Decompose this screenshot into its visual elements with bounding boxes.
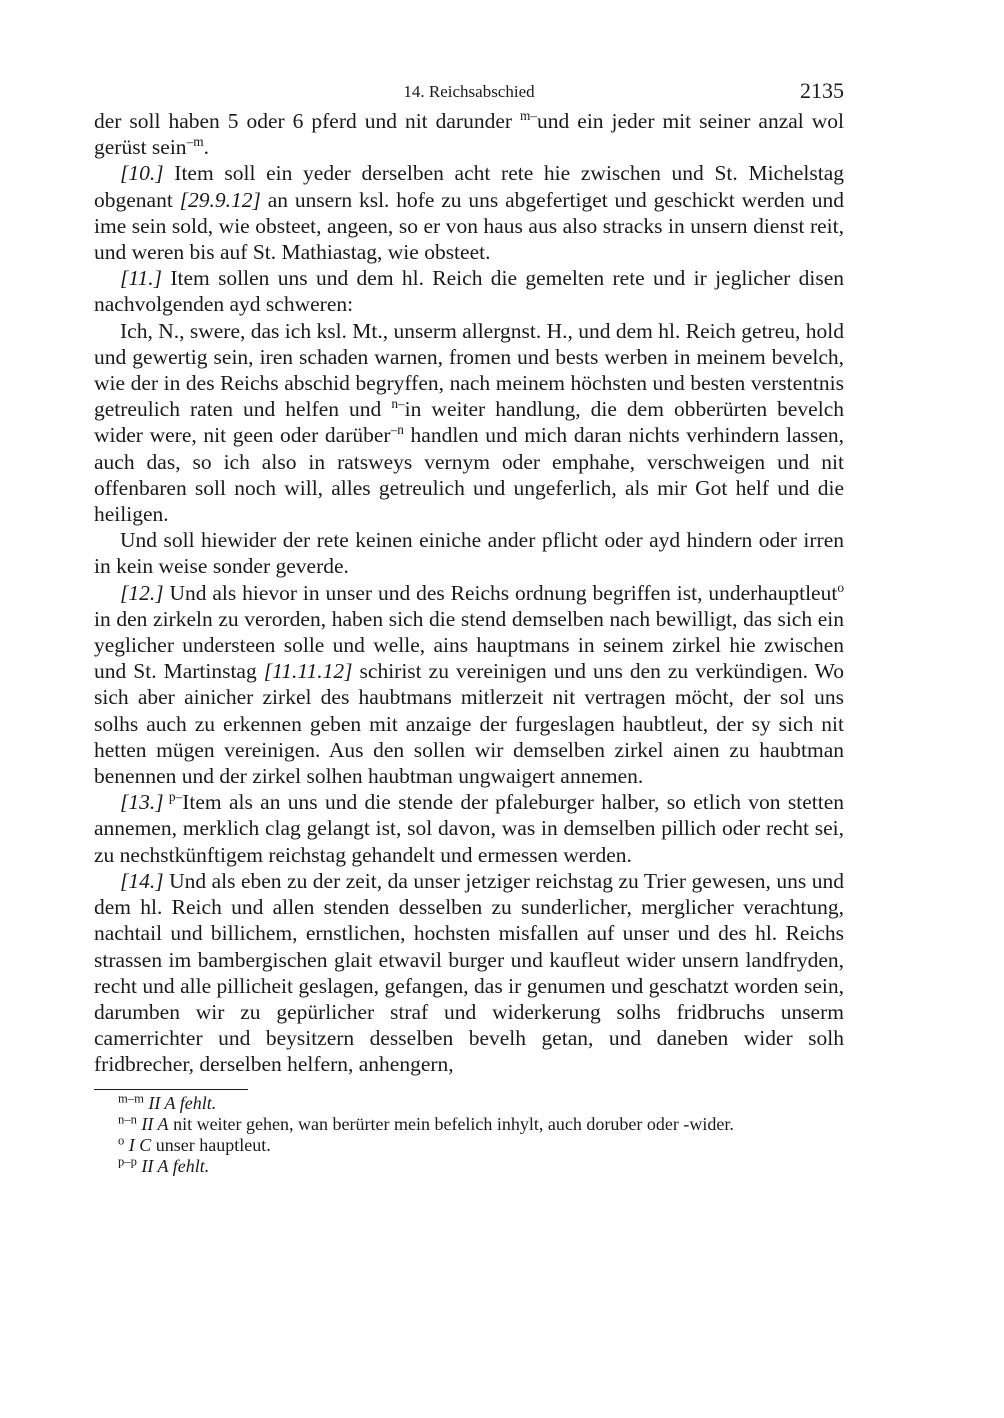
page-number: 2135 — [800, 78, 844, 103]
text-run: schirist zu vereinigen und uns den zu verkündigen. Wo sich aber ainicher zirkel des haubtmans mitlerzeit nit vertragen möcht, der sol uns solhs auch zu erkennen geben mit anzaige der furgeslagen haubtleut, der sy sich nit hetten mügen vereinigen. Aus den sollen wir demselben zirkel ainen zu haubtman benennen und der zirkel solhen haubtman ungwaigert annemen. — [94, 659, 844, 789]
footnote-divider — [94, 1089, 248, 1090]
text-run: . — [203, 135, 209, 160]
footnote-text: II A fehlt. — [148, 1092, 217, 1113]
footnote-text: nit weiter gehen, wan berürter mein befelich inhylt, auch doruber oder -wider. — [168, 1113, 734, 1134]
paragraph-number: [10.] — [120, 161, 164, 186]
variant-marker: –m — [186, 133, 204, 149]
footnote-siglum: II A — [141, 1113, 169, 1134]
paragraph-11 — [94, 265, 844, 317]
paragraph-number: [11.] — [120, 266, 163, 291]
footnotes — [94, 1093, 844, 1177]
paragraph-10 — [94, 160, 844, 265]
footnote-marker: p–p — [118, 1154, 137, 1169]
paragraph-number: [14.] — [120, 868, 164, 893]
date-annotation: [11.11.12] — [263, 659, 353, 684]
variant-marker: o — [837, 579, 844, 595]
paragraph-12 — [94, 580, 844, 790]
footnote-marker: o — [118, 1133, 125, 1148]
footnote-siglum: I C — [128, 1134, 152, 1155]
text-run: handlen und mich daran nichts verhindern lassen, auch das, so ich also in ratsweys vernym oder emphahe, verschweigen und nit offenbaren soll noch will, alles getreulich und ungeferlich, als mir Got helf und die heiligen. — [94, 423, 844, 527]
footnote-o — [94, 1135, 844, 1156]
paragraph-number: [13.] — [120, 790, 164, 815]
variant-marker: m– — [520, 107, 538, 123]
text-run: Item sollen uns und dem hl. Reich die gemelten rete und ir jeglicher disen nachvolgenden ayd schweren: — [94, 266, 844, 317]
text-run: in den zirkeln zu verorden, haben sich die stend demselben nach bewilligt, das sich ein yeglicher understeen solle und welle, ains hauptmans in seinem zirkel hie zwischen und St. Martinstag — [94, 606, 844, 684]
date-annotation: [29.9.12] — [179, 187, 261, 212]
body-text — [94, 108, 844, 1078]
text-run: der soll haben 5 oder 6 pferd und nit darunder — [94, 109, 521, 133]
paragraph-14 — [94, 868, 844, 1078]
running-title: 14. Reichsabschied — [403, 82, 535, 101]
running-header — [94, 70, 844, 108]
footnote-marker: m–m — [118, 1091, 144, 1106]
paragraph-13 — [94, 789, 844, 868]
document-page — [94, 70, 844, 1177]
text-run: in weiter handlung, die dem obberürten bevelch wider were, nit geen oder darüber — [94, 397, 844, 448]
text-run: Ich, N., swere, das ich ksl. Mt., unserm allergnst. H., und dem hl. Reich getreu, hold und gewertig sein, iren schaden warnen, fromen und bests werben in meinem bevelch, wie der in des Reichs abschid begryffen, nach meinem höchsten und besten verstentnis getreulich raten und helfen und — [94, 318, 844, 422]
text-run: Und soll hiewider der rete keinen einiche ander pflicht oder ayd hindern oder irren in kein weise sonder geverde. — [94, 528, 844, 579]
paragraph-number: [12.] — [120, 580, 164, 605]
text-run: Item soll ein yeder derselben acht rete hie zwischen und St. Michelstag obgenant — [94, 161, 844, 212]
variant-marker: n– — [391, 395, 405, 411]
paragraph-continued — [94, 108, 844, 160]
footnote-n — [94, 1114, 844, 1135]
variant-marker: p– — [163, 789, 183, 805]
text-run: Und als hievor in unser und des Reichs ordnung begriffen ist, underhauptleut — [163, 580, 838, 605]
footnote-p — [94, 1156, 844, 1177]
text-run: und ein jeder mit seiner anzal wol gerüst sein — [94, 109, 844, 160]
text-run: an unsern ksl. hofe zu uns abgefertiget und geschickt werden und ime sein sold, wie obsteet, angeen, so er von haus aus also stracks in unsern dienst reit, und weren bis auf St. Mathiastag, wie obsteet. — [94, 187, 844, 265]
footnote-text: II A fehlt. — [141, 1155, 210, 1176]
footnote-m — [94, 1093, 844, 1114]
footnote-marker: n–n — [118, 1112, 137, 1127]
text-run: Item als an uns und die stende der pfaleburger halber, so etlich von stetten annemen, merklich clag gelangt ist, sol davon, was in demselben pillich oder recht sei, zu nechstkünftigem reichstag gehandelt und ermessen werden. — [94, 790, 844, 867]
paragraph-oath-note — [94, 527, 844, 579]
text-run: Und als eben zu der zeit, da unser jetziger reichstag zu Trier gewesen, uns und dem hl. Reich und allen stenden desselben zu sunderlicher, merglicher verachtung, nachtail und billichem, ernstlichen, hochsten misfallen auf unser und des hl. Reichs strassen im bambergischen glait etwavil burger und kaufleut wider unsern landfryden, recht und alle pillicheit geslagen, gefangen, das ir genumen und geschatzt worden sein, darumben wir zu gepürlicher straf und widerkerung solhs fridbruchs unserm camerrichter und beysitzern desselben bevelh getan, und daneben wider solh fridbrecher, derselben helfern, anhengern, — [94, 868, 844, 1077]
footnote-text: unser hauptleut. — [151, 1134, 271, 1155]
variant-marker: –n — [390, 422, 404, 438]
oath-paragraph — [94, 318, 844, 528]
